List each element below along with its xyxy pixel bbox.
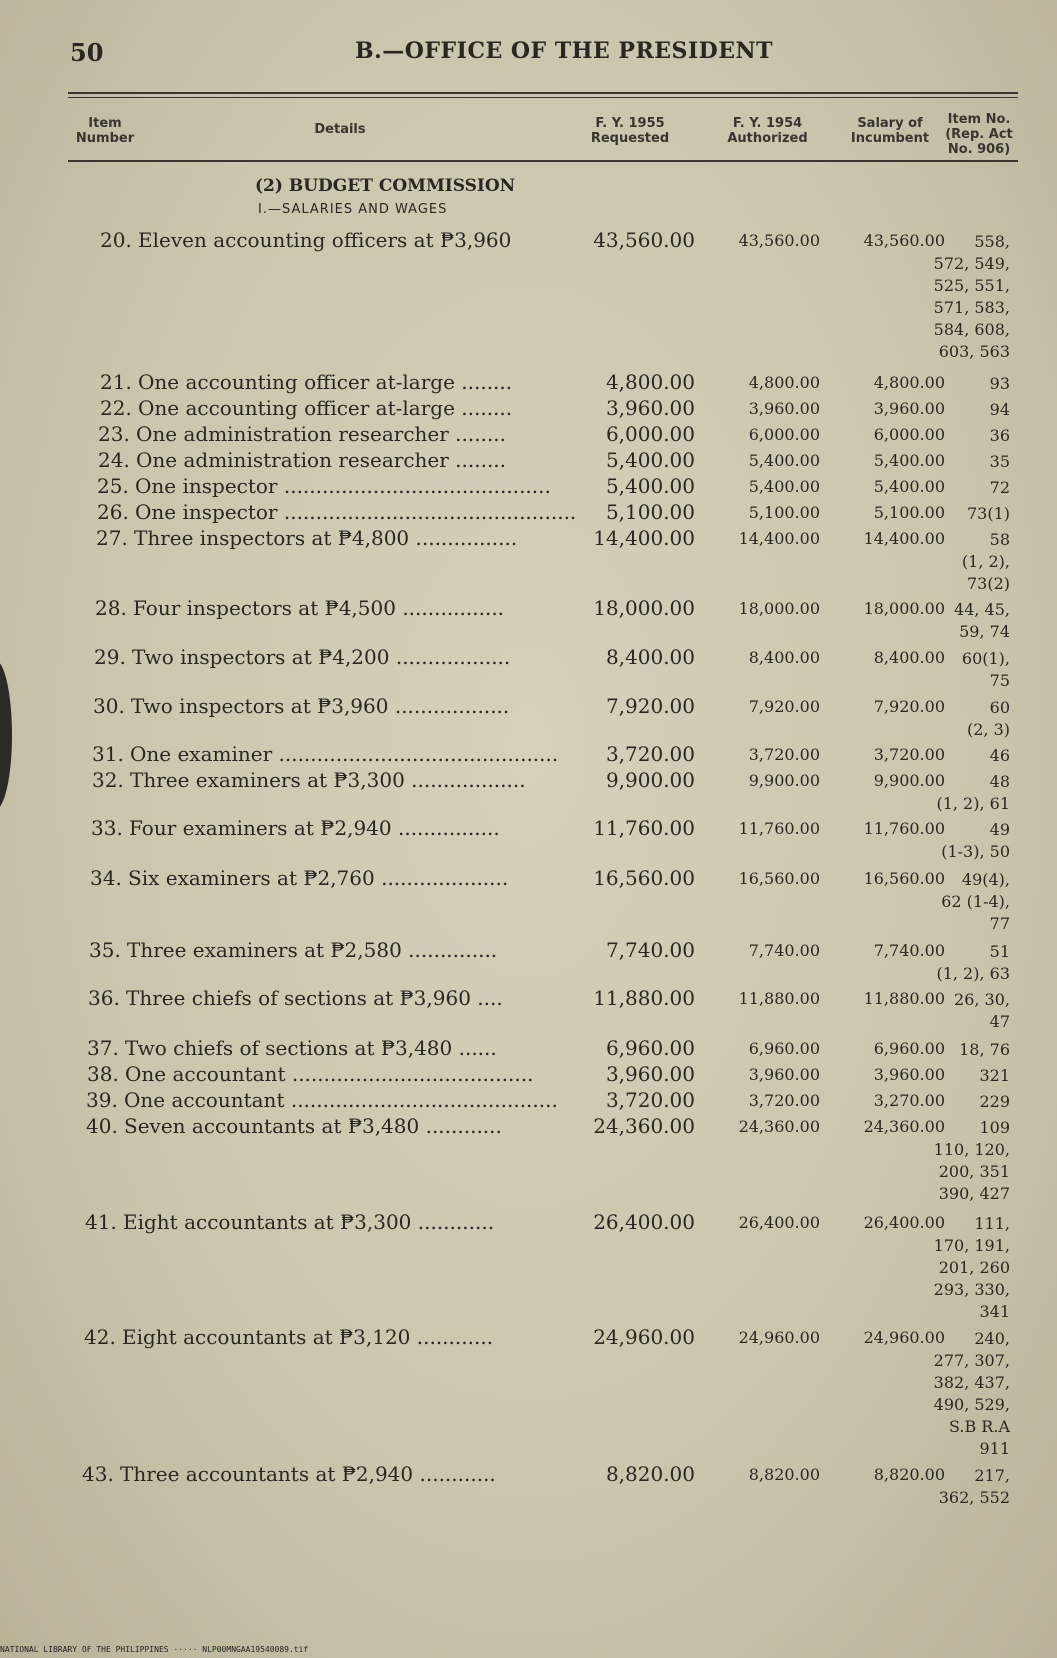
salary-of-incumbent: 26,400.00 [863,1213,945,1232]
amount-1955-requested: 5,400.00 [605,448,695,472]
item-detail: Three inspectors at ₱4,800 ................ [134,526,518,550]
item-number: 24. [98,448,130,472]
section-subtitle: I.—SALARIES AND WAGES [258,202,448,217]
amount-1954-authorized: 3,960.00 [748,399,820,418]
header-fy1955: F. Y. 1955 Requested [590,116,670,146]
item-detail: Four inspectors at ₱4,500 ................ [133,596,505,620]
amount-1954-authorized: 11,760.00 [738,819,820,838]
item-detail: One administration researcher ........ [136,448,507,472]
item-reference: 341 [979,1302,1010,1321]
salary-of-incumbent: 14,400.00 [863,529,945,548]
item-detail: One accounting officer at-large ........ [138,370,513,394]
item-reference: 217, [974,1466,1010,1485]
salary-of-incumbent: 6,000.00 [873,425,945,444]
item-reference: 93 [989,374,1010,393]
item-detail: One administration researcher ........ [136,422,507,446]
item-reference: 58 [989,530,1010,549]
amount-1954-authorized: 5,400.00 [748,477,820,496]
item-number: 41. [85,1210,117,1234]
item-detail: Three examiners at ₱2,580 .............. [127,938,498,962]
salary-of-incumbent: 24,360.00 [863,1117,945,1136]
amount-1955-requested: 6,960.00 [605,1036,695,1060]
item-number: 33. [91,816,123,840]
scan-footer: NATIONAL LIBRARY OF THE PHILIPPINES ····· NLP00MNGAA19540089.tif [0,1645,309,1654]
salary-of-incumbent: 3,720.00 [873,745,945,764]
item-detail: One accountant ...................................... [125,1062,534,1086]
item-number: 36. [88,986,120,1010]
amount-1955-requested: 3,960.00 [605,396,695,420]
item-reference: 293, 330, [933,1280,1010,1299]
item-reference: 94 [989,400,1010,419]
item-number: 23. [98,422,130,446]
header-fy1954: F. Y. 1954 Authorized [727,116,808,146]
item-number: 32. [92,768,124,792]
item-number: 26. [97,500,129,524]
item-reference: 240, [974,1329,1010,1348]
item-number: 22. [100,396,132,420]
item-reference: 390, 427 [938,1184,1010,1203]
item-number: 38. [87,1062,119,1086]
amount-1954-authorized: 6,960.00 [748,1039,820,1058]
amount-1954-authorized: 4,800.00 [748,373,820,392]
amount-1954-authorized: 3,960.00 [748,1065,820,1084]
item-reference: 111, [974,1214,1010,1233]
item-reference: 62 (1-4), [941,892,1010,911]
item-reference: 382, 437, [933,1373,1010,1392]
item-number: 20. [100,228,132,252]
header-rule-top [68,92,1018,94]
item-detail: Three examiners at ₱3,300 .................. [130,768,526,792]
amount-1954-authorized: 9,900.00 [748,771,820,790]
item-reference: 571, 583, [933,298,1010,317]
item-number: 31. [92,742,124,766]
header-salary: Salary of Incumbent [850,116,930,146]
item-reference: 525, 551, [933,276,1010,295]
item-detail: Four examiners at ₱2,940 ................ [129,816,500,840]
item-number: 25. [97,474,129,498]
item-reference: 109 [979,1118,1010,1137]
salary-of-incumbent: 8,820.00 [873,1465,945,1484]
item-reference: 51 [989,942,1010,961]
amount-1954-authorized: 26,400.00 [738,1213,820,1232]
item-reference: 60(1), [961,649,1010,668]
item-number: 21. [100,370,132,394]
item-reference: 18, 76 [959,1040,1010,1059]
amount-1955-requested: 24,960.00 [593,1325,695,1349]
item-reference: 49(4), [961,870,1010,889]
item-reference: 584, 608, [933,320,1010,339]
amount-1955-requested: 8,820.00 [605,1462,695,1486]
amount-1954-authorized: 3,720.00 [748,745,820,764]
item-reference: 911 [979,1439,1010,1458]
amount-1955-requested: 6,000.00 [605,422,695,446]
amount-1954-authorized: 24,960.00 [738,1328,820,1347]
salary-of-incumbent: 18,000.00 [863,599,945,618]
salary-of-incumbent: 3,960.00 [873,1065,945,1084]
item-reference: 35 [989,452,1010,471]
amount-1954-authorized: 14,400.00 [738,529,820,548]
item-reference: 558, [974,232,1010,251]
item-reference: 229 [979,1092,1010,1111]
item-reference: 72 [989,478,1010,497]
item-number: 30. [93,694,125,718]
item-detail: Two inspectors at ₱4,200 .................. [132,645,511,669]
header-item-number: Item Number [75,116,135,146]
item-detail: One accounting officer at-large ........ [138,396,513,420]
item-detail: One accountant .......................................... [124,1088,558,1112]
running-title: B.—OFFICE OF THE PRESIDENT [355,38,774,64]
salary-of-incumbent: 9,900.00 [873,771,945,790]
item-number: 43. [82,1462,114,1486]
amount-1955-requested: 11,880.00 [593,986,695,1010]
salary-of-incumbent: 16,560.00 [863,869,945,888]
item-reference: 75 [989,671,1010,690]
amount-1955-requested: 43,560.00 [593,228,695,252]
header-rule-bottom [68,160,1018,162]
item-reference: (1, 2), 61 [936,794,1010,813]
item-detail: Three chiefs of sections at ₱3,960 .... [126,986,503,1010]
item-reference: 46 [989,746,1010,765]
header-rule-top-thin [68,97,1018,98]
amount-1955-requested: 16,560.00 [593,866,695,890]
amount-1954-authorized: 8,400.00 [748,648,820,667]
item-reference: 603, 563 [938,342,1010,361]
amount-1955-requested: 8,400.00 [605,645,695,669]
item-number: 29. [94,645,126,669]
item-detail: One inspector .......................................... [135,474,551,498]
item-reference: S.B R.A [948,1417,1010,1436]
amount-1954-authorized: 8,820.00 [748,1465,820,1484]
amount-1955-requested: 5,400.00 [605,474,695,498]
item-reference: 362, 552 [938,1488,1010,1507]
item-reference: 77 [989,914,1010,933]
item-reference: 321 [979,1066,1010,1085]
item-reference: 26, 30, [954,990,1010,1009]
amount-1954-authorized: 24,360.00 [738,1117,820,1136]
item-reference: (1-3), 50 [941,842,1010,861]
amount-1954-authorized: 18,000.00 [738,599,820,618]
item-number: 39. [86,1088,118,1112]
item-number: 40. [86,1114,118,1138]
item-detail: One inspector .............................................. [135,500,577,524]
item-detail: Eight accountants at ₱3,300 ............ [123,1210,495,1234]
item-reference: 60 [989,698,1010,717]
item-detail: Two inspectors at ₱3,960 .................. [131,694,510,718]
item-reference: 47 [989,1012,1010,1031]
item-reference: 170, 191, [933,1236,1010,1255]
amount-1955-requested: 3,960.00 [605,1062,695,1086]
amount-1955-requested: 11,760.00 [593,816,695,840]
item-number: 35. [89,938,121,962]
item-reference: (1, 2), [961,552,1010,571]
header-item-no: Item No. (Rep. Act No. 906) [945,112,1013,157]
page-number: 50 [70,38,104,67]
amount-1955-requested: 26,400.00 [593,1210,695,1234]
amount-1955-requested: 4,800.00 [605,370,695,394]
item-reference: 572, 549, [933,254,1010,273]
salary-of-incumbent: 11,760.00 [863,819,945,838]
item-reference: 73(2) [966,574,1010,593]
amount-1955-requested: 7,740.00 [605,938,695,962]
amount-1955-requested: 9,900.00 [605,768,695,792]
item-number: 27. [96,526,128,550]
item-reference: 200, 351 [938,1162,1010,1181]
section-title: (2) BUDGET COMMISSION [255,176,516,196]
item-reference: 490, 529, [933,1395,1010,1414]
item-reference: 49 [989,820,1010,839]
item-detail: Two chiefs of sections at ₱3,480 ...... [125,1036,497,1060]
amount-1955-requested: 24,360.00 [593,1114,695,1138]
item-detail: Eight accountants at ₱3,120 ............ [122,1325,494,1349]
item-reference: 110, 120, [933,1140,1010,1159]
amount-1955-requested: 3,720.00 [605,1088,695,1112]
salary-of-incumbent: 3,960.00 [873,399,945,418]
salary-of-incumbent: 24,960.00 [863,1328,945,1347]
item-number: 37. [87,1036,119,1060]
item-reference: 201, 260 [938,1258,1010,1277]
salary-of-incumbent: 7,920.00 [873,697,945,716]
item-detail: Eleven accounting officers at ₱3,960 [138,228,512,252]
amount-1954-authorized: 6,000.00 [748,425,820,444]
item-number: 28. [95,596,127,620]
amount-1954-authorized: 3,720.00 [748,1091,820,1110]
item-reference: 59, 74 [959,622,1010,641]
salary-of-incumbent: 5,100.00 [873,503,945,522]
amount-1954-authorized: 5,400.00 [748,451,820,470]
amount-1954-authorized: 11,880.00 [738,989,820,1008]
item-detail: Seven accountants at ₱3,480 ............ [124,1114,502,1138]
item-reference: 73(1) [966,504,1010,523]
salary-of-incumbent: 6,960.00 [873,1039,945,1058]
item-number: 42. [84,1325,116,1349]
salary-of-incumbent: 8,400.00 [873,648,945,667]
amount-1955-requested: 5,100.00 [605,500,695,524]
salary-of-incumbent: 43,560.00 [863,231,945,250]
item-detail: Three accountants at ₱2,940 ............ [120,1462,496,1486]
item-reference: 277, 307, [933,1351,1010,1370]
amount-1954-authorized: 16,560.00 [738,869,820,888]
item-reference: (2, 3) [966,720,1010,739]
item-number: 34. [90,866,122,890]
salary-of-incumbent: 5,400.00 [873,477,945,496]
amount-1954-authorized: 43,560.00 [738,231,820,250]
amount-1954-authorized: 7,740.00 [748,941,820,960]
amount-1955-requested: 14,400.00 [593,526,695,550]
salary-of-incumbent: 11,880.00 [863,989,945,1008]
item-detail: One examiner ............................................ [130,742,559,766]
item-reference: 44, 45, [954,600,1010,619]
salary-of-incumbent: 5,400.00 [873,451,945,470]
salary-of-incumbent: 7,740.00 [873,941,945,960]
item-detail: Six examiners at ₱2,760 .................... [128,866,509,890]
amount-1954-authorized: 5,100.00 [748,503,820,522]
salary-of-incumbent: 4,800.00 [873,373,945,392]
amount-1955-requested: 7,920.00 [605,694,695,718]
amount-1955-requested: 18,000.00 [593,596,695,620]
amount-1955-requested: 3,720.00 [605,742,695,766]
salary-of-incumbent: 3,270.00 [873,1091,945,1110]
amount-1954-authorized: 7,920.00 [748,697,820,716]
header-details: Details [314,122,366,137]
item-reference: 36 [989,426,1010,445]
item-reference: (1, 2), 63 [936,964,1010,983]
item-reference: 48 [989,772,1010,791]
